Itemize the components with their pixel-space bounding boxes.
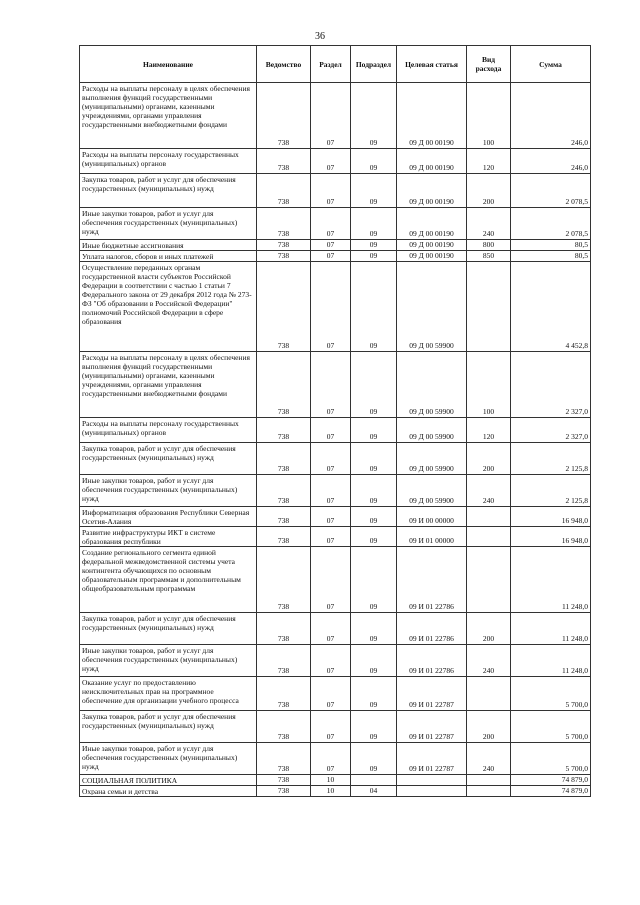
cell-exptype xyxy=(467,677,511,711)
cell-sum: 11 248,0 xyxy=(511,547,591,613)
table-row xyxy=(80,262,591,352)
cell-article: 09 И 00 00000 xyxy=(397,507,467,527)
cell-subsection: 09 xyxy=(351,251,397,262)
cell-article: 09 И 01 22786 xyxy=(397,613,467,645)
cell-exptype: 240 xyxy=(467,743,511,775)
cell-dept: 738 xyxy=(257,507,311,527)
cell-subsection: 09 xyxy=(351,743,397,775)
cell-name xyxy=(80,711,257,743)
cell-subsection: 04 xyxy=(351,786,397,797)
cell-name-text: Иные закупки товаров, работ и услуг для обеспечения государственных (муниципальных) нужд xyxy=(82,744,238,771)
cell-exptype xyxy=(467,507,511,527)
cell-name-text: Оказание услуг по предоставлению неисключительных прав на программное обеспечение для организации учебного процесса xyxy=(82,678,239,705)
table-row xyxy=(80,786,591,797)
cell-sum: 16 948,0 xyxy=(511,507,591,527)
table-row xyxy=(80,418,591,443)
cell-name xyxy=(80,743,257,775)
header-sum: Сумма xyxy=(511,46,591,83)
cell-section: 10 xyxy=(311,775,351,786)
cell-exptype: 850 xyxy=(467,251,511,262)
cell-name-text: Расходы на выплаты персоналу государственных (муниципальных) органов xyxy=(82,419,239,437)
cell-name xyxy=(80,645,257,677)
cell-sum: 246,0 xyxy=(511,149,591,174)
cell-subsection: 09 xyxy=(351,507,397,527)
cell-section: 07 xyxy=(311,251,351,262)
cell-exptype xyxy=(467,262,511,352)
cell-section: 07 xyxy=(311,743,351,775)
cell-subsection: 09 xyxy=(351,711,397,743)
cell-dept: 738 xyxy=(257,240,311,251)
cell-sum: 2 327,0 xyxy=(511,352,591,418)
cell-subsection: 09 xyxy=(351,149,397,174)
table-row xyxy=(80,775,591,786)
cell-subsection: 09 xyxy=(351,174,397,208)
cell-name-text: Охрана семьи и детства xyxy=(82,787,159,795)
cell-section: 07 xyxy=(311,645,351,677)
cell-name xyxy=(80,527,257,547)
cell-article: 09 И 01 22786 xyxy=(397,547,467,613)
cell-sum: 2 078,5 xyxy=(511,208,591,240)
cell-section: 07 xyxy=(311,677,351,711)
cell-exptype xyxy=(467,527,511,547)
cell-name xyxy=(80,83,257,149)
table-row xyxy=(80,527,591,547)
cell-name-text: Развитие инфраструктуры ИКТ в системе образования республики xyxy=(82,528,216,545)
cell-subsection: 09 xyxy=(351,83,397,149)
table-row xyxy=(80,352,591,418)
cell-name-text: Иные закупки товаров, работ и услуг для обеспечения государственных (муниципальных) нужд xyxy=(82,476,238,503)
cell-subsection: 09 xyxy=(351,547,397,613)
cell-name xyxy=(80,547,257,613)
table-row xyxy=(80,83,591,149)
cell-dept: 738 xyxy=(257,149,311,174)
table-row xyxy=(80,677,591,711)
cell-dept: 738 xyxy=(257,547,311,613)
header-dept: Ведомство xyxy=(257,46,311,83)
cell-sum: 80,5 xyxy=(511,240,591,251)
cell-subsection: 09 xyxy=(351,352,397,418)
cell-subsection: 09 xyxy=(351,262,397,352)
cell-article: 09 Д 00 59900 xyxy=(397,475,467,507)
cell-name-text: Иные закупки товаров, работ и услуг для обеспечения государственных (муниципальных) нужд xyxy=(82,209,238,236)
cell-sum: 4 452,8 xyxy=(511,262,591,352)
cell-section: 07 xyxy=(311,352,351,418)
cell-dept: 738 xyxy=(257,262,311,352)
table-row xyxy=(80,645,591,677)
cell-exptype: 120 xyxy=(467,149,511,174)
table-row xyxy=(80,149,591,174)
cell-section: 07 xyxy=(311,174,351,208)
cell-sum: 74 879,0 xyxy=(511,775,591,786)
cell-article: 09 И 01 00000 xyxy=(397,527,467,547)
cell-dept: 738 xyxy=(257,352,311,418)
cell-name xyxy=(80,775,257,786)
table-row xyxy=(80,507,591,527)
cell-exptype xyxy=(467,786,511,797)
cell-dept: 738 xyxy=(257,677,311,711)
cell-article: 09 Д 00 00190 xyxy=(397,251,467,262)
cell-subsection: 09 xyxy=(351,418,397,443)
cell-article: 09 Д 00 00190 xyxy=(397,174,467,208)
table-header-row xyxy=(80,46,591,83)
cell-dept: 738 xyxy=(257,527,311,547)
cell-exptype: 240 xyxy=(467,475,511,507)
header-name: Наименование xyxy=(80,46,257,83)
cell-exptype xyxy=(467,775,511,786)
cell-dept: 738 xyxy=(257,743,311,775)
table-row xyxy=(80,711,591,743)
cell-section: 07 xyxy=(311,527,351,547)
cell-exptype: 200 xyxy=(467,443,511,475)
table-row xyxy=(80,240,591,251)
cell-article: 09 Д 00 00190 xyxy=(397,208,467,240)
cell-name-text: Осуществление переданных органам государственной власти субъектов Российской Федерации в соответствии с частью 1 статьи 7 Федерального закона от 29 декабря 2012 года № 273-ФЗ "Об образовании в Российской Федерации" полномочий Российской Федерации в сфере образования xyxy=(82,263,252,326)
table-row xyxy=(80,251,591,262)
cell-exptype: 100 xyxy=(467,83,511,149)
cell-dept: 738 xyxy=(257,613,311,645)
cell-dept: 738 xyxy=(257,251,311,262)
cell-sum: 2 078,5 xyxy=(511,174,591,208)
cell-section: 07 xyxy=(311,83,351,149)
cell-section: 07 xyxy=(311,418,351,443)
cell-section: 07 xyxy=(311,443,351,475)
table-row xyxy=(80,443,591,475)
cell-section: 07 xyxy=(311,547,351,613)
cell-name xyxy=(80,149,257,174)
cell-exptype: 200 xyxy=(467,613,511,645)
table-row xyxy=(80,475,591,507)
cell-name xyxy=(80,507,257,527)
cell-name-text: Закупка товаров, работ и услуг для обеспечения государственных (муниципальных) нужд xyxy=(82,614,236,632)
cell-article: 09 Д 00 59900 xyxy=(397,418,467,443)
table-row xyxy=(80,208,591,240)
cell-exptype xyxy=(467,547,511,613)
header-subsection: Подраздел xyxy=(351,46,397,83)
cell-name-text: Расходы на выплаты персоналу в целях обеспечения выполнения функций государственными (муниципальными) органами, казенными учреждениями, органами управления государственными внебюджетными фондами xyxy=(82,84,250,129)
cell-article: 09 И 01 22786 xyxy=(397,645,467,677)
cell-dept: 738 xyxy=(257,418,311,443)
cell-name-text: Закупка товаров, работ и услуг для обеспечения государственных (муниципальных) нужд xyxy=(82,712,236,730)
cell-sum: 2 125,8 xyxy=(511,475,591,507)
cell-article: 09 Д 00 59900 xyxy=(397,443,467,475)
cell-sum: 246,0 xyxy=(511,83,591,149)
cell-section: 07 xyxy=(311,208,351,240)
cell-exptype: 200 xyxy=(467,711,511,743)
cell-name xyxy=(80,475,257,507)
cell-sum: 5 700,0 xyxy=(511,711,591,743)
cell-dept: 738 xyxy=(257,443,311,475)
table-row xyxy=(80,174,591,208)
cell-exptype: 200 xyxy=(467,174,511,208)
cell-sum: 2 327,0 xyxy=(511,418,591,443)
cell-name-text: Иные бюджетные ассигнования xyxy=(82,241,184,249)
cell-name xyxy=(80,443,257,475)
cell-section: 07 xyxy=(311,613,351,645)
cell-name xyxy=(80,613,257,645)
cell-sum: 11 248,0 xyxy=(511,613,591,645)
cell-section: 07 xyxy=(311,262,351,352)
cell-dept: 738 xyxy=(257,174,311,208)
cell-name xyxy=(80,352,257,418)
cell-section: 10 xyxy=(311,786,351,797)
cell-name-text: Иные закупки товаров, работ и услуг для обеспечения государственных (муниципальных) нужд xyxy=(82,646,238,673)
cell-article: 09 Д 00 00190 xyxy=(397,149,467,174)
cell-dept: 738 xyxy=(257,711,311,743)
header-exptype: Вид расхода xyxy=(467,46,511,83)
cell-dept: 738 xyxy=(257,775,311,786)
table-row xyxy=(80,613,591,645)
cell-article: 09 И 01 22787 xyxy=(397,743,467,775)
cell-sum: 80,5 xyxy=(511,251,591,262)
budget-table xyxy=(79,45,591,797)
cell-section: 07 xyxy=(311,507,351,527)
cell-exptype: 240 xyxy=(467,208,511,240)
page-number: 36 xyxy=(315,31,325,42)
cell-name-text: Создание регионального сегмента единой федеральной межведомственной системы учета контингента обучающихся по основным образовательным программам и дополнительным общеобразовательным программам xyxy=(82,548,241,593)
cell-sum: 2 125,8 xyxy=(511,443,591,475)
cell-exptype: 120 xyxy=(467,418,511,443)
cell-subsection: 09 xyxy=(351,613,397,645)
cell-article: 09 Д 00 00190 xyxy=(397,83,467,149)
cell-name xyxy=(80,262,257,352)
cell-name xyxy=(80,418,257,443)
cell-name-text: Закупка товаров, работ и услуг для обеспечения государственных (муниципальных) нужд xyxy=(82,444,236,462)
cell-name xyxy=(80,208,257,240)
header-article: Целевая статья xyxy=(397,46,467,83)
cell-name xyxy=(80,251,257,262)
cell-article xyxy=(397,786,467,797)
cell-dept: 738 xyxy=(257,645,311,677)
cell-article: 09 Д 00 59900 xyxy=(397,352,467,418)
cell-subsection xyxy=(351,775,397,786)
cell-name-text: СОЦИАЛЬНАЯ ПОЛИТИКА xyxy=(82,776,178,784)
cell-article: 09 И 01 22787 xyxy=(397,677,467,711)
cell-subsection: 09 xyxy=(351,475,397,507)
cell-sum: 74 879,0 xyxy=(511,786,591,797)
cell-exptype: 240 xyxy=(467,645,511,677)
cell-article: 09 И 01 22787 xyxy=(397,711,467,743)
header-section: Раздел xyxy=(311,46,351,83)
table-row xyxy=(80,743,591,775)
cell-article xyxy=(397,775,467,786)
cell-subsection: 09 xyxy=(351,240,397,251)
cell-dept: 738 xyxy=(257,208,311,240)
cell-name-text: Информатизация образования Республики Северная Осетия-Алания xyxy=(82,508,250,525)
cell-exptype: 100 xyxy=(467,352,511,418)
cell-subsection: 09 xyxy=(351,527,397,547)
cell-sum: 11 248,0 xyxy=(511,645,591,677)
cell-exptype: 800 xyxy=(467,240,511,251)
cell-subsection: 09 xyxy=(351,677,397,711)
cell-dept: 738 xyxy=(257,786,311,797)
cell-name xyxy=(80,677,257,711)
cell-article: 09 Д 00 00190 xyxy=(397,240,467,251)
cell-name xyxy=(80,174,257,208)
cell-name xyxy=(80,786,257,797)
cell-name-text: Расходы на выплаты персоналу государственных (муниципальных) органов xyxy=(82,150,239,168)
cell-name-text: Расходы на выплаты персоналу в целях обеспечения выполнения функций государственными (муниципальными) органами, казенными учреждениями, органами управления государственными внебюджетными фондами xyxy=(82,353,250,398)
cell-section: 07 xyxy=(311,711,351,743)
cell-section: 07 xyxy=(311,475,351,507)
cell-name-text: Уплата налогов, сборов и иных платежей xyxy=(82,252,214,260)
cell-article: 09 Д 00 59900 xyxy=(397,262,467,352)
cell-subsection: 09 xyxy=(351,208,397,240)
cell-sum: 16 948,0 xyxy=(511,527,591,547)
cell-dept: 738 xyxy=(257,475,311,507)
cell-subsection: 09 xyxy=(351,443,397,475)
cell-name-text: Закупка товаров, работ и услуг для обеспечения государственных (муниципальных) нужд xyxy=(82,175,236,193)
table-row xyxy=(80,547,591,613)
cell-sum: 5 700,0 xyxy=(511,677,591,711)
cell-sum: 5 700,0 xyxy=(511,743,591,775)
cell-subsection: 09 xyxy=(351,645,397,677)
cell-dept: 738 xyxy=(257,83,311,149)
cell-section: 07 xyxy=(311,240,351,251)
cell-section: 07 xyxy=(311,149,351,174)
cell-name xyxy=(80,240,257,251)
